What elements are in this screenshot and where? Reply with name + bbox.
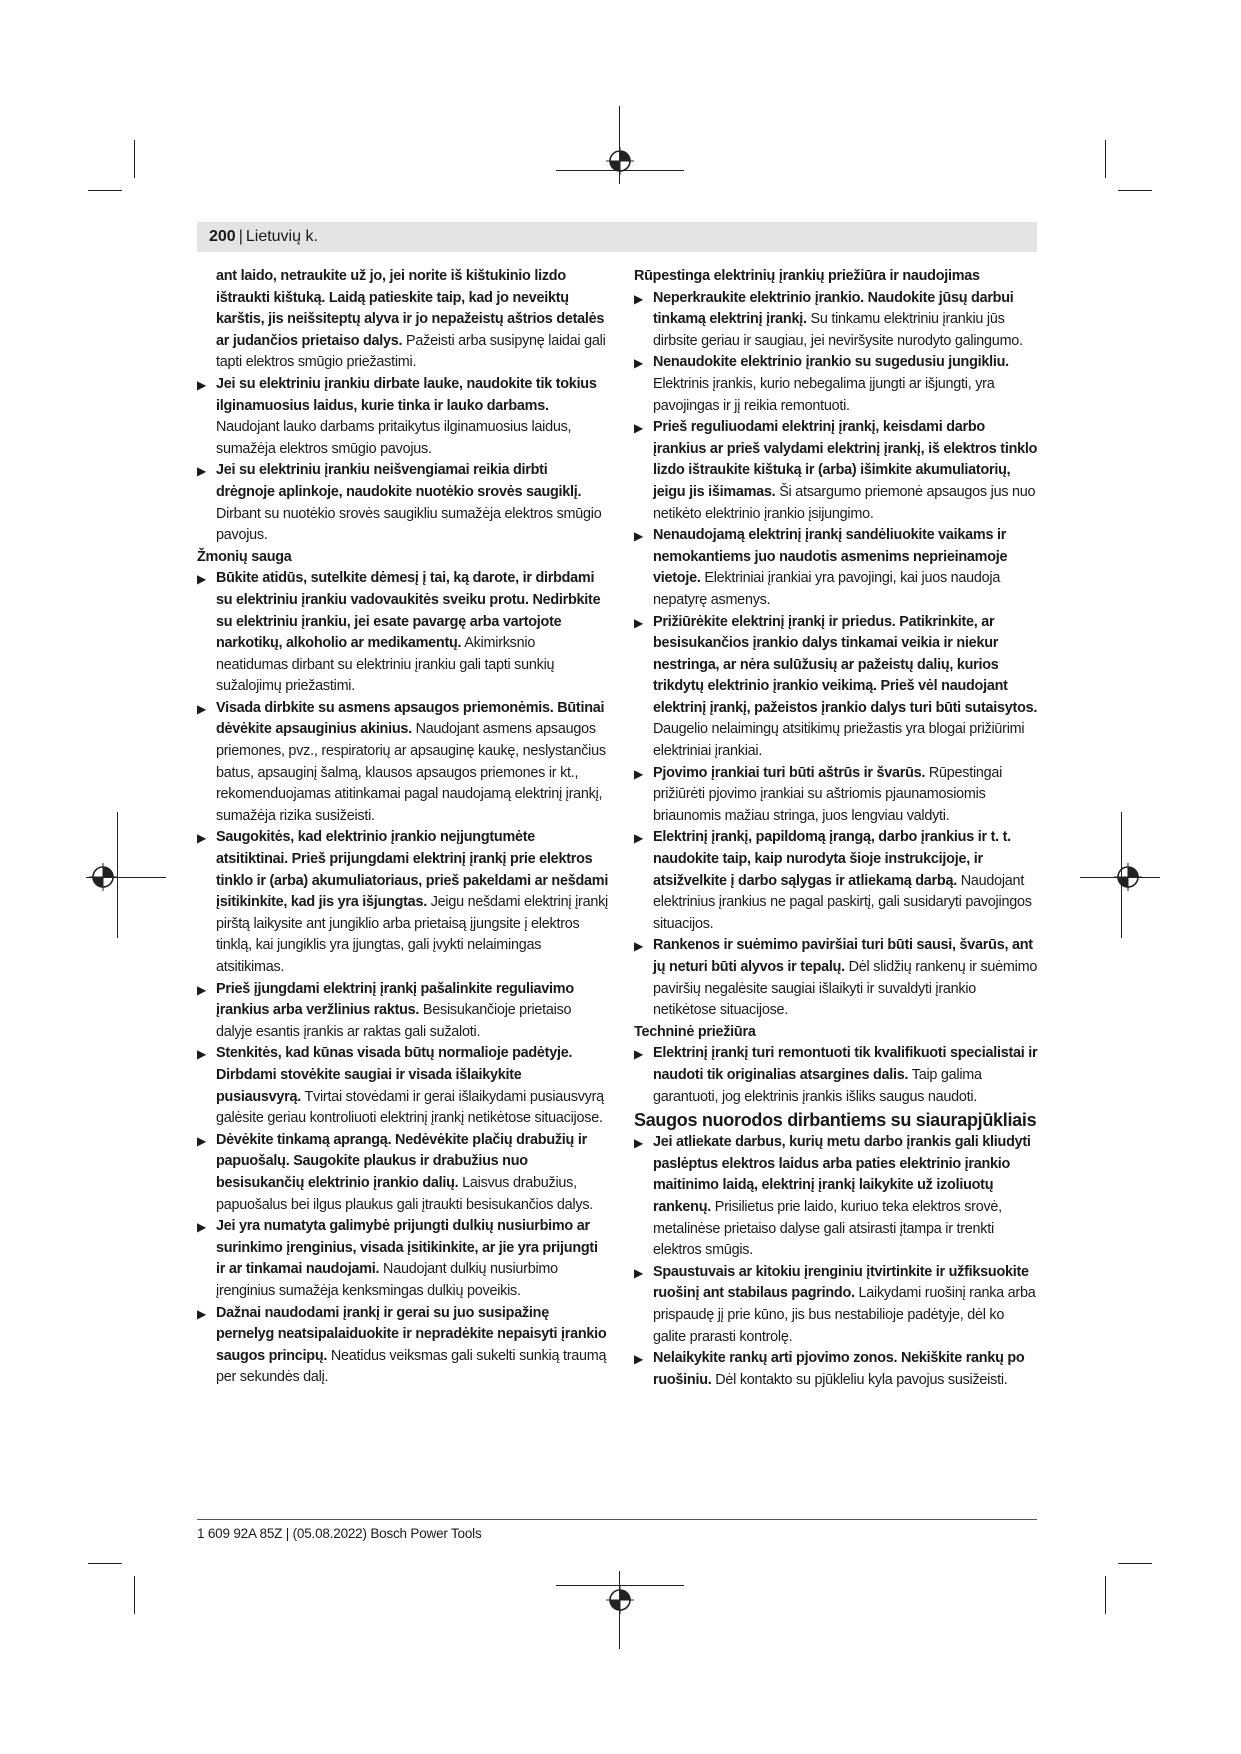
subheading-tool-care: Rūpestinga elektrinių įrankių priežiūra ir naudojimas (634, 268, 980, 284)
list-item-text: Dėl kontakto su pjūkleliu kyla pavojus susižeisti. (715, 1371, 1008, 1388)
list-item-text: Ši atsargumo priemonė apsaugos jus nuo netikėto elektrinio įrankio įsijungimo. (653, 483, 1036, 522)
list-item (634, 352, 1039, 417)
list-item (634, 827, 1039, 935)
subheading-people-safety: Žmonių sauga (197, 548, 292, 565)
registration-line-left-v (117, 812, 118, 938)
list-item-bold: Jei yra numatyta galimybė prijungti dulkių nusiurbimo ar surinkimo įrenginius, visada įsitikinkite, ar jie yra prijungti ir ar tinkamai naudojami. (216, 1218, 598, 1278)
crop-mark-top-left-v (134, 140, 135, 178)
list-item-bold: Nenaudojamą elektrinį įrankį sandėliuokite vaikams ir nemokantiems juo naudotis asmenims neprieinamoje vietoje. (653, 527, 1008, 587)
list-item (197, 1043, 609, 1129)
right-column (634, 266, 1039, 1391)
list-item-text: Naudojant lauko darbams pritaikytus ilginamuosius laidus, sumažėja elektros smūgio pavojus. (216, 419, 572, 457)
list-item (197, 979, 609, 1044)
list-item-bold: Pjovimo įrankiai turi būti aštrūs ir švarūs. (653, 764, 926, 781)
footer-rule (197, 1519, 1037, 1520)
list-item (634, 763, 1039, 828)
list-item (197, 374, 609, 460)
bullet-arrow-icon: ▶ (634, 1352, 643, 1367)
bullet-arrow-icon: ▶ (197, 1220, 206, 1235)
bullet-arrow-icon: ▶ (197, 1306, 206, 1321)
list-item (634, 525, 1039, 611)
left-column (197, 266, 609, 1389)
crop-mark-bottom-right-h (1118, 1563, 1152, 1564)
list-item-text: Daugelio nelaimingų atsitikimų priežastis yra blogai prižiūrimi elektriniai įrankiai. (653, 721, 1025, 760)
crop-mark-bottom-left-h (88, 1563, 122, 1564)
list-item-bold: Jei atliekate darbus, kurių metu darbo įrankis gali kliudyti paslėptus elektros laidus arba paties elektrinio įrankio maitinimo laidą, elektrinį įrankį laikykite už izoliuotų rankenų. (653, 1134, 1031, 1215)
bullet-arrow-icon: ▶ (634, 356, 643, 371)
header-language: Lietuvių k. (245, 228, 318, 245)
list-item-bold: Prieš reguliuodami elektrinį įrankį, keisdami darbo įrankius ar prieš valydami elektrinį įrankį, iš elektros tinklo lizdo ištraukite kištuką ir (arba) išimkite akumuliatorių, jeigu jis išimamas. (653, 419, 1038, 500)
bullet-arrow-icon: ▶ (634, 831, 643, 846)
list-item (197, 698, 609, 828)
crop-mark-top-right-h (1118, 190, 1152, 191)
list-item-bold: Elektrinį įrankį, papildomą įrangą, darbo įrankius ir t. t. naudokite taip, kaip nurodyta šioje instrukcijoje, ir atsižvelkite į darbo sąlygas ir atliekamą darbą. (653, 829, 1011, 889)
crop-mark-bottom-left-v (134, 1576, 135, 1614)
list-item-bold: Prižiūrėkite elektrinį įrankį ir priedus. Patikrinkite, ar besisukančios įrankio dalys tinkamai veikia ir niekur nestringa, ar nėra sulūžusių ar pažeistų dalių, kurios trikdytų elektrinio įrankio veikimą. Prieš vėl naudojant elektrinį įrankį, pažeistos įrankio dalys turi būti sutaisytos. (653, 613, 1038, 716)
list-item (197, 1216, 609, 1302)
list-item-bold: Būkite atidūs, sutelkite dėmesį į tai, ką darote, ir dirbdami su elektriniu įrankiu vadovaukitės sveiku protu. Nedirbkite su elektriniu įrankiu, jei esate pavargę arba vartojote narkotikų, alkoholio ar medikamentų. (216, 570, 601, 652)
subheading-maintenance: Techninė priežiūra (634, 1023, 756, 1040)
intro-text: Pažeisti arba susipynę laidai gali tapti elektros smūgio priežastimi. (216, 332, 606, 371)
list-item-bold: Elektrinį įrankį turi remontuoti tik kvalifikuoti specialistai ir naudoti tik originalias atsargines dalis. (653, 1045, 1038, 1083)
list-item (634, 935, 1039, 1021)
bullet-arrow-icon: ▶ (634, 1265, 643, 1280)
bullet-arrow-icon: ▶ (197, 701, 206, 716)
list-item-bold: Stenkitės, kad kūnas visada būtų normalioje padėtyje. Dirbdami stovėkite saugiai ir visada išlaikykite pusiausvyrą. (216, 1045, 573, 1105)
crop-mark-top-left-h (88, 190, 122, 191)
registration-target-icon (1114, 863, 1142, 891)
registration-target-icon (89, 863, 117, 891)
list-item-bold: Spaustuvais ar kitokiu įrenginiu įtvirtinkite ir užfiksuokite ruošinį ant stabilaus pagrindo. (653, 1263, 1029, 1302)
header-separator: | (238, 228, 243, 245)
page-number: 200 (209, 228, 236, 245)
list-item-text: Elektrinis įrankis, kurio nebegalima įjungti ar išjungti, yra pavojingas ir jį reikia remontuoti. (653, 375, 995, 414)
continued-paragraph (197, 266, 609, 374)
list-item-text: Jeigu nešdami elektrinį įrankį pirštą laikysite ant jungiklio arba prietaisą įjungsite į elektros tinklą, kai jungiklis yra įjungtas, gali įvykti nelaimingas atsitikimas. (216, 894, 608, 975)
list-item (197, 568, 609, 698)
bullet-arrow-icon: ▶ (197, 831, 206, 846)
list-items-a (197, 374, 609, 547)
list-item-bold: Neperkraukite elektrinio įrankio. Naudokite jūsų darbui tinkamą elektrinį įrankį. (653, 289, 1014, 328)
crop-mark-bottom-right-v (1105, 1576, 1106, 1614)
bullet-arrow-icon: ▶ (197, 464, 206, 479)
list-item-bold: Dėvėkite tinkamą aprangą. Nedėvėkite plačių drabužių ir papuošalų. Saugokite plaukus ir drabužius nuo besisukančių elektrinio įrankio dalių. (216, 1131, 587, 1191)
crop-mark-top-right-v (1105, 140, 1106, 178)
list-item-text: Naudojant asmens apsaugos priemones, pvz., respiratorių ar apsauginę kaukę, neslystančius batus, apsauginį šalmą, klausos apsaugos priemones ir kt., rekomenduojamas atitinkamai pagal naudojamą elektrinį įrankį, sumažėja rizika susižeisti. (216, 721, 606, 824)
page-footer: 1 609 92A 85Z | (05.08.2022) Bosch Power Tools (197, 1526, 482, 1541)
list-item (197, 1303, 609, 1389)
list-items-b (197, 568, 609, 1389)
list-item-text: Laisvus drabužius, papuošalus bei ilgus plaukus gali įtraukti besisukančios dalys. (216, 1174, 594, 1213)
bullet-arrow-icon: ▶ (634, 421, 643, 436)
list-item-text: Dirbant su nuotėkio srovės saugikliu sumažėja elektros smūgio pavojus. (216, 505, 602, 544)
list-item-text: Prisilietus prie laido, kuriuo teka elektros srovė, metalinėse prietaiso dalyse gali atsirasti įtampa ir trenkti elektros smūgis. (653, 1198, 1002, 1259)
page-header (197, 222, 1037, 252)
list-item-bold: Nenaudokite elektrinio įrankio su sugedusiu jungikliu. (653, 354, 1009, 371)
bullet-arrow-icon: ▶ (634, 291, 643, 306)
intro-bold: ant laido, netraukite už jo, jei norite iš kištukinio lizdo ištraukti kištuką. Laidą patieskite taip, kad jo neveiktų karštis, jis neišsiteptų alyva ir jo nepažeistų aštrios detalės ar judančios prietaiso dalys. (216, 268, 605, 349)
list-item-text: Dėl slidžių rankenų ir suėmimo paviršių negalėsite saugiai išlaikyti ir suvaldyti įrankio netikėtose situacijose. (653, 959, 1038, 1019)
bullet-arrow-icon: ▶ (634, 1136, 643, 1151)
list-item (634, 1132, 1039, 1262)
list-item-text: Akimirksnio neatidumas dirbant su elektriniu įrankiu gali tapti sunkių sužalojimų priežastimi. (216, 635, 555, 695)
list-item-text: Laikydami ruošinį ranka arba prispaudę jį prie kūno, jis bus nestabilioje padėtyje, dėl ko galite prarasti kontrolę. (653, 1285, 1036, 1345)
list-item (634, 417, 1039, 525)
list-item-text: Naudojant dulkių nusiurbimo įrenginius sumažėja kenksmingas dulkių poveikis. (216, 1261, 558, 1299)
list-item-bold: Nelaikykite rankų arti pjovimo zonos. Nekiškite rankų po ruošiniu. (653, 1350, 1025, 1388)
section-title: Saugos nuorodos dirbantiems su siaurapjūkliais (634, 1110, 1037, 1131)
list-item-text: Rūpestingai prižiūrėti pjovimo įrankiai su aštriomis pjaunamosiomis briaunomis mažiau stringa, juos lengviau valdyti. (653, 764, 1003, 824)
list-item (197, 460, 609, 546)
list-item-text: Besisukančioje prietaiso dalyje esantis įrankis ar raktas gali sužaloti. (216, 1002, 572, 1040)
bullet-arrow-icon: ▶ (197, 1047, 206, 1062)
bullet-arrow-icon: ▶ (197, 982, 206, 997)
registration-target-icon (606, 1586, 634, 1614)
list-item (634, 288, 1039, 353)
bullet-arrow-icon: ▶ (197, 1133, 206, 1148)
list-item-bold: Dažnai naudodami įrankį ir gerai su juo susipažinę pernelyg neatsipalaiduokite ir nepradėkite nepaisyti įrankio saugos principų. (216, 1304, 607, 1364)
list-items-e (634, 1132, 1039, 1391)
list-item-bold: Prieš įjungdami elektrinį įrankį pašalinkite reguliavimo įrankius arba veržlinius raktus. (216, 980, 574, 1019)
list-items-d (634, 1043, 1039, 1108)
list-item (634, 1043, 1039, 1108)
list-item-text: Elektriniai įrankiai yra pavojingi, kai juos naudoja nepatyrę asmenys. (653, 570, 1001, 608)
list-item-text: Naudojant elektrinius įrankius ne pagal paskirtį, gali susidaryti pavojingos situacijos. (653, 872, 1032, 932)
bullet-arrow-icon: ▶ (197, 377, 206, 392)
list-item-bold: Jei su elektriniu įrankiu neišvengiamai reikia dirbti drėgnoje aplinkoje, naudokite nuotėkio srovės saugiklį. (216, 462, 582, 500)
list-item (197, 827, 609, 978)
bullet-arrow-icon: ▶ (634, 766, 643, 781)
list-item-bold: Jei su elektriniu įrankiu dirbate lauke, naudokite tik tokius ilginamuosius laidus, kurie tinka ir lauko darbams. (216, 375, 597, 414)
list-item-bold: Saugokitės, kad elektrinio įrankio neįjungtumėte atsitiktinai. Prieš prijungdami elektrinį įrankį prie elektros tinklo ir (arba) akumuliatoriaus, prieš pakeldami ar nešdami įsitikinkite, kad jis yra išjungtas. (216, 829, 609, 911)
list-item-bold: Visada dirbkite su asmens apsaugos priemonėmis. Būtinai dėvėkite apsauginius akinius. (216, 699, 605, 738)
bullet-arrow-icon: ▶ (634, 529, 643, 544)
list-item (634, 612, 1039, 763)
list-item (634, 1348, 1039, 1391)
list-item-text: Su tinkamu elektriniu įrankiu jūs dirbsite geriau ir saugiau, jei neviršysite nurodyto galingumo. (653, 311, 1023, 349)
bullet-arrow-icon: ▶ (634, 1047, 643, 1062)
registration-target-icon (606, 147, 634, 175)
list-item-text: Neatidus veiksmas gali sukelti sunkią traumą per sekundės dalį. (216, 1347, 607, 1386)
list-item (197, 1130, 609, 1216)
list-item-text: Tvirtai stovėdami ir gerai išlaikydami pusiausvyrą galėsite geriau kontroliuoti elektrinį įrankį netikėtose situacijose. (216, 1088, 604, 1127)
bullet-arrow-icon: ▶ (197, 572, 206, 587)
list-items-c (634, 288, 1039, 1022)
list-item (634, 1262, 1039, 1348)
list-item-bold: Rankenos ir suėmimo paviršiai turi būti sausi, švarūs, ant jų neturi būti alyvos ir tepalų. (653, 937, 1033, 975)
list-item-text: Taip galima garantuoti, jog elektrinis įrankis išliks saugus naudoti. (653, 1066, 982, 1105)
bullet-arrow-icon: ▶ (634, 939, 643, 954)
bullet-arrow-icon: ▶ (634, 615, 643, 630)
